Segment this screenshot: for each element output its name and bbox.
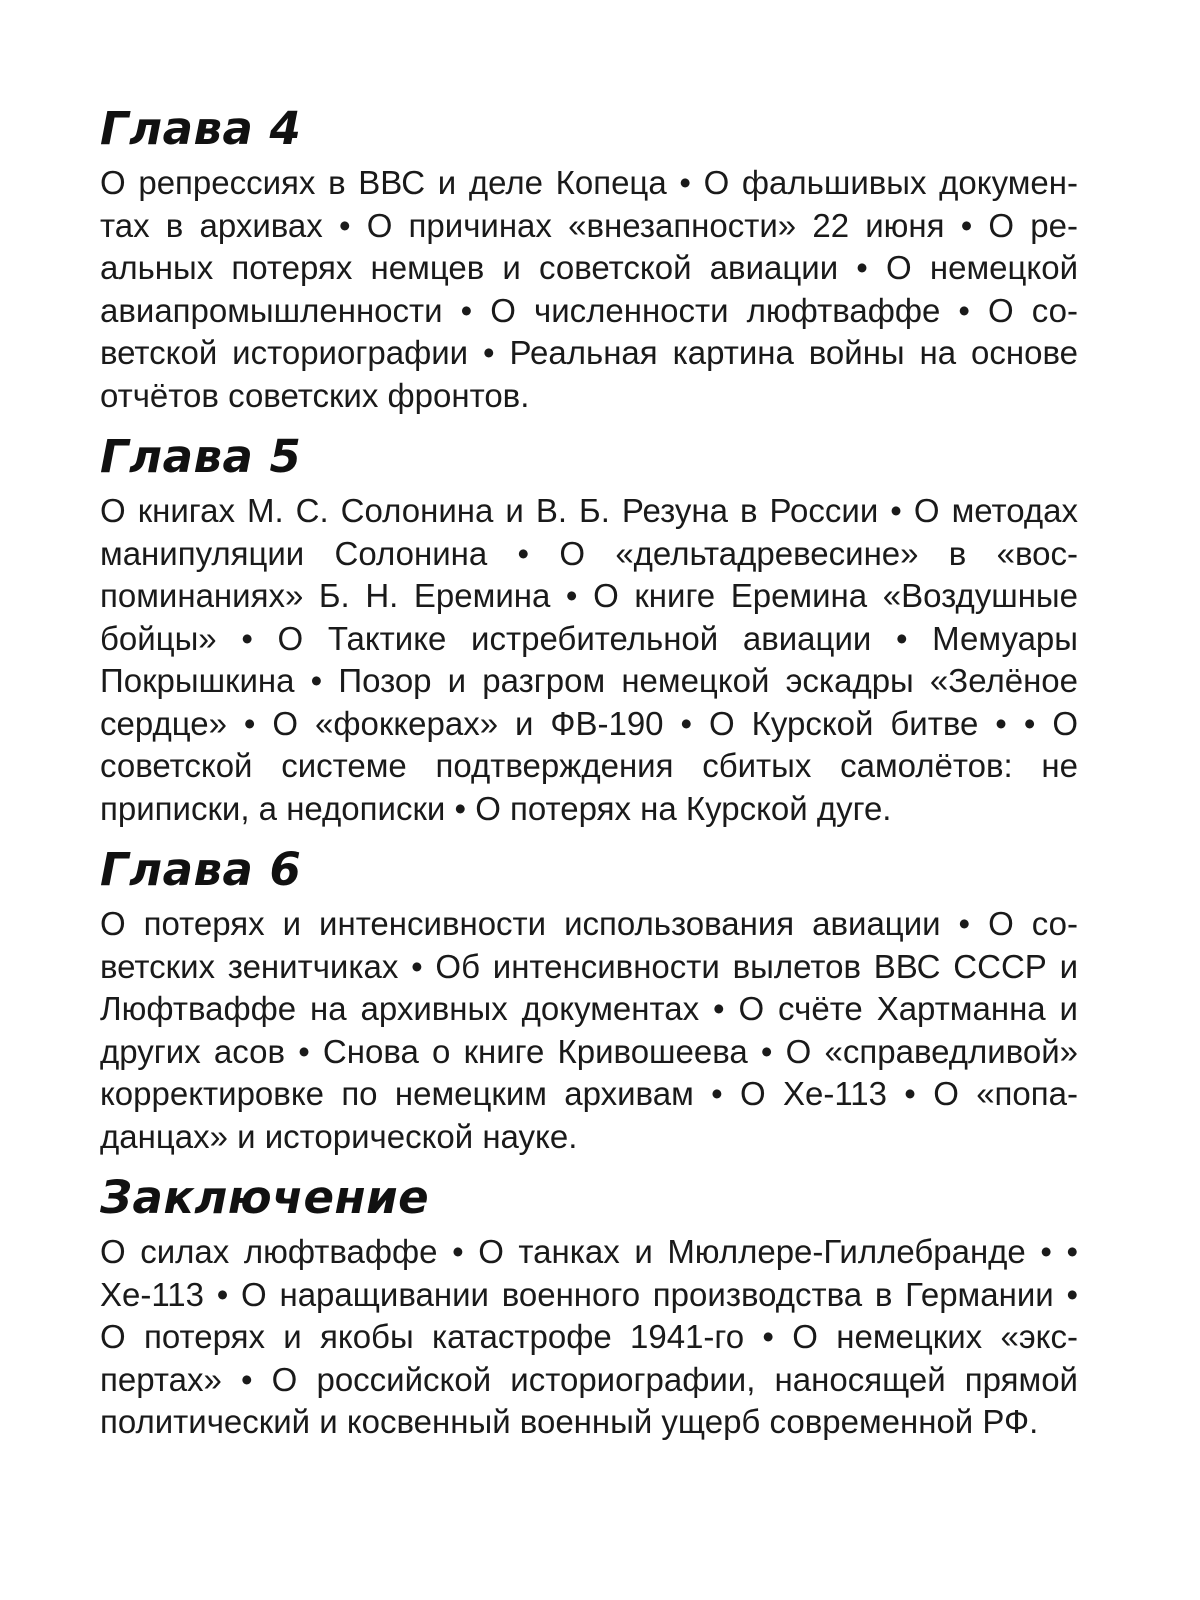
chapter-6-title: Глава 6 [100,843,302,896]
conclusion-section [100,1169,1078,1444]
chapter-4-summary: О репрессиях в ВВС и деле Копеца • О фальшивых документах в архивах • О причинах «внезапности» 22 июня • О реальных потерях немцев и советской авиации • О немецкой авиапромышленности • О численности люфтваффе • О советской историографии • Реальная картина войны на основе отчётов советских фронтов. [100,164,1078,414]
chapter-5-section [100,428,1078,830]
conclusion-summary: О силах люфтваффе • О танках и Мюллере-Гиллебранде • • Хе-113 • О наращивании военного производства в Германии • О потерях и якобы катастрофе 1941-го • О немецких «экспертах» • О российской историографии, наносящей прямой политический и косвенный военный ущерб современной РФ. [100,1233,1078,1440]
chapter-6-summary: О потерях и интенсивности использования авиации • О советских зенитчиках • Об интенсивности вылетов ВВС СССР и Люфтваффе на архивных документах • О счёте Хартманна и других асов • Снова о книге Кривошеева • О «справедливой» корректировке по немецким архивам • О Хе-113 • О «попаданцах» и исторической науке. [100,905,1078,1155]
chapter-4-title: Глава 4 [100,102,302,155]
chapter-4-section [100,100,1078,417]
chapter-5-summary: О книгах М. С. Солонина и В. Б. Резуна в России • О методах манипуляции Солонина • О «дельтадревесине» в «воспоминаниях» Б. Н. Еремина • О книге Еремина «Воздушные бойцы» • О Тактике истребительной авиации • Мемуары Покрышкина • Позор и разгром немецкой эскадры «Зелёное сердце» • О «фоккерах» и ФВ-190 • О Курской битве • • О советской системе подтверждения сбитых самолётов: не приписки, а недописки • О потерях на Курской дуге. [100,492,1078,827]
chapter-6-section [100,841,1078,1158]
contents-page [100,100,1078,1455]
chapter-5-title: Глава 5 [100,430,302,483]
conclusion-title: Заключение [100,1171,430,1224]
